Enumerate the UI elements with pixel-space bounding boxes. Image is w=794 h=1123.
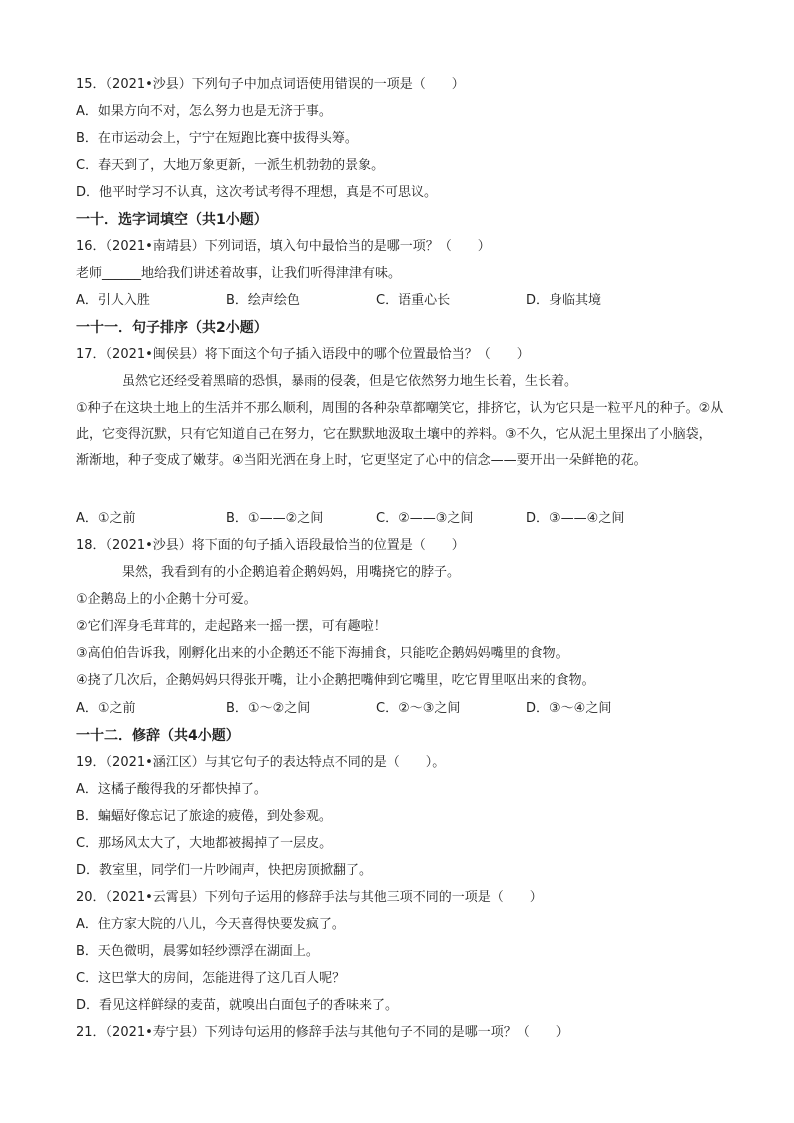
q17-option-d[interactable]: D．③——④之间 bbox=[526, 511, 625, 526]
q20-option-d[interactable]: D．看见这样鲜绿的麦苗，就嗅出白面包子的香味来了。 bbox=[76, 998, 399, 1013]
q17-passage: ①种子在这块土地上的生活并不那么顺利，周围的各种杂草都嘲笑它，排挤它，认为它只是一粒平凡的种子。②从此，它变得沉默，只有它知道自己在努力，它在默默地汲取土壤中的养料。③不久，它从泥土里探出了小脑袋，渐渐地，种子变成了嫩芽。④当阳光洒在身上时，它更坚定了心中的信念——要开出一朵鲜艳的花。 bbox=[76, 401, 724, 468]
q19-option-a[interactable]: A．这橘子酸得我的牙都快掉了。 bbox=[76, 782, 267, 797]
q19-stem: 19．（2021•涵江区）与其它句子的表达特点不同的是（ ）。 bbox=[76, 755, 446, 770]
q18-option-b[interactable]: B．①～②之间 bbox=[226, 701, 311, 716]
q17-options bbox=[76, 510, 676, 528]
q20-stem: 20．（2021•云霄县）下列句子运用的修辞手法与其他三项不同的一项是（ ） bbox=[76, 890, 543, 905]
q17-stem: 17．（2021•闽侯县）将下面这个句子插入语段中的哪个位置最恰当？（ ） bbox=[76, 347, 530, 362]
section-11-heading: 一十一．句子排序（共2小题） bbox=[76, 320, 268, 336]
q17-option-c[interactable]: C．②——③之间 bbox=[376, 511, 474, 526]
q20-option-a[interactable]: A．住方家大院的八儿，今天喜得快要发疯了。 bbox=[76, 917, 345, 932]
q15-option-a[interactable]: A．如果方向不对，怎么努力也是无济于事。 bbox=[76, 104, 332, 119]
q18-option-c[interactable]: C．②～③之间 bbox=[376, 701, 461, 716]
q16-option-b[interactable]: B．绘声绘色 bbox=[226, 293, 300, 308]
q16-sentence: 老师______地给我们讲述着故事，让我们听得津津有味。 bbox=[76, 266, 402, 281]
q15-stem: 15．（2021•沙县）下列句子中加点词语使用错误的一项是（ ） bbox=[76, 77, 465, 92]
q18-insert-sentence: 果然，我看到有的小企鹅追着企鹅妈妈，用嘴挠它的脖子。 bbox=[122, 565, 461, 580]
q16-option-d[interactable]: D．身临其境 bbox=[526, 293, 602, 308]
section-10-heading: 一十．选字词填空（共1小题） bbox=[76, 212, 268, 228]
q16-stem: 16．（2021•南靖县）下列词语，填入句中最恰当的是哪一项？（ ） bbox=[76, 239, 491, 254]
q21-stem: 21．（2021•寿宁县）下列诗句运用的修辞手法与其他句子不同的是哪一项？（ ） bbox=[76, 1025, 569, 1040]
q18-sentence-4: ④挠了几次后，企鹅妈妈只得张开嘴，让小企鹅把嘴伸到它嘴里，吃它胃里呕出来的食物。 bbox=[76, 673, 595, 688]
q15-option-d[interactable]: D．他平时学习不认真，这次考试考得不理想，真是不可思议。 bbox=[76, 185, 438, 200]
q16-option-c[interactable]: C．语重心长 bbox=[376, 293, 451, 308]
q20-option-c[interactable]: C．这巴掌大的房间，怎能进得了这几百人呢？ bbox=[76, 971, 346, 986]
q18-sentence-1: ①企鹅岛上的小企鹅十分可爱。 bbox=[76, 592, 257, 607]
section-12-heading: 一十二．修辞（共4小题） bbox=[76, 728, 240, 744]
q18-options bbox=[76, 700, 676, 718]
q17-option-a[interactable]: A．①之前 bbox=[76, 511, 136, 526]
q18-stem: 18．（2021•沙县）将下面的句子插入语段最恰当的位置是（ ） bbox=[76, 538, 465, 553]
q15-option-b[interactable]: B．在市运动会上，宁宁在短跑比赛中拔得头筹。 bbox=[76, 131, 358, 146]
q17-insert-sentence: 虽然它还经受着黑暗的恐惧，暴雨的侵袭，但是它依然努力地生长着，生长着。 bbox=[122, 374, 578, 389]
q17-option-b[interactable]: B．①——②之间 bbox=[226, 511, 324, 526]
q18-sentence-2: ②它们浑身毛茸茸的，走起路来一摇一摆，可有趣啦！ bbox=[76, 619, 387, 634]
q18-sentence-3: ③高伯伯告诉我，刚孵化出来的小企鹅还不能下海捕食，只能吃企鹅妈妈嘴里的食物。 bbox=[76, 646, 569, 661]
q16-options bbox=[76, 292, 676, 310]
q19-option-b[interactable]: B．蝙蝠好像忘记了旅途的疲倦，到处参观。 bbox=[76, 809, 332, 824]
q20-option-b[interactable]: B．天色微明，晨雾如轻纱漂浮在湖面上。 bbox=[76, 944, 319, 959]
q18-option-d[interactable]: D．③～④之间 bbox=[526, 701, 612, 716]
q19-option-c[interactable]: C．那场风太大了，大地都被揭掉了一层皮。 bbox=[76, 836, 333, 851]
q18-option-a[interactable]: A．①之前 bbox=[76, 701, 136, 716]
q16-option-a[interactable]: A．引人入胜 bbox=[76, 293, 150, 308]
q19-option-d[interactable]: D．教室里，同学们一片吵闹声，快把房顶掀翻了。 bbox=[76, 863, 373, 878]
q15-option-c[interactable]: C．春天到了，大地万象更新，一派生机勃勃的景象。 bbox=[76, 158, 385, 173]
